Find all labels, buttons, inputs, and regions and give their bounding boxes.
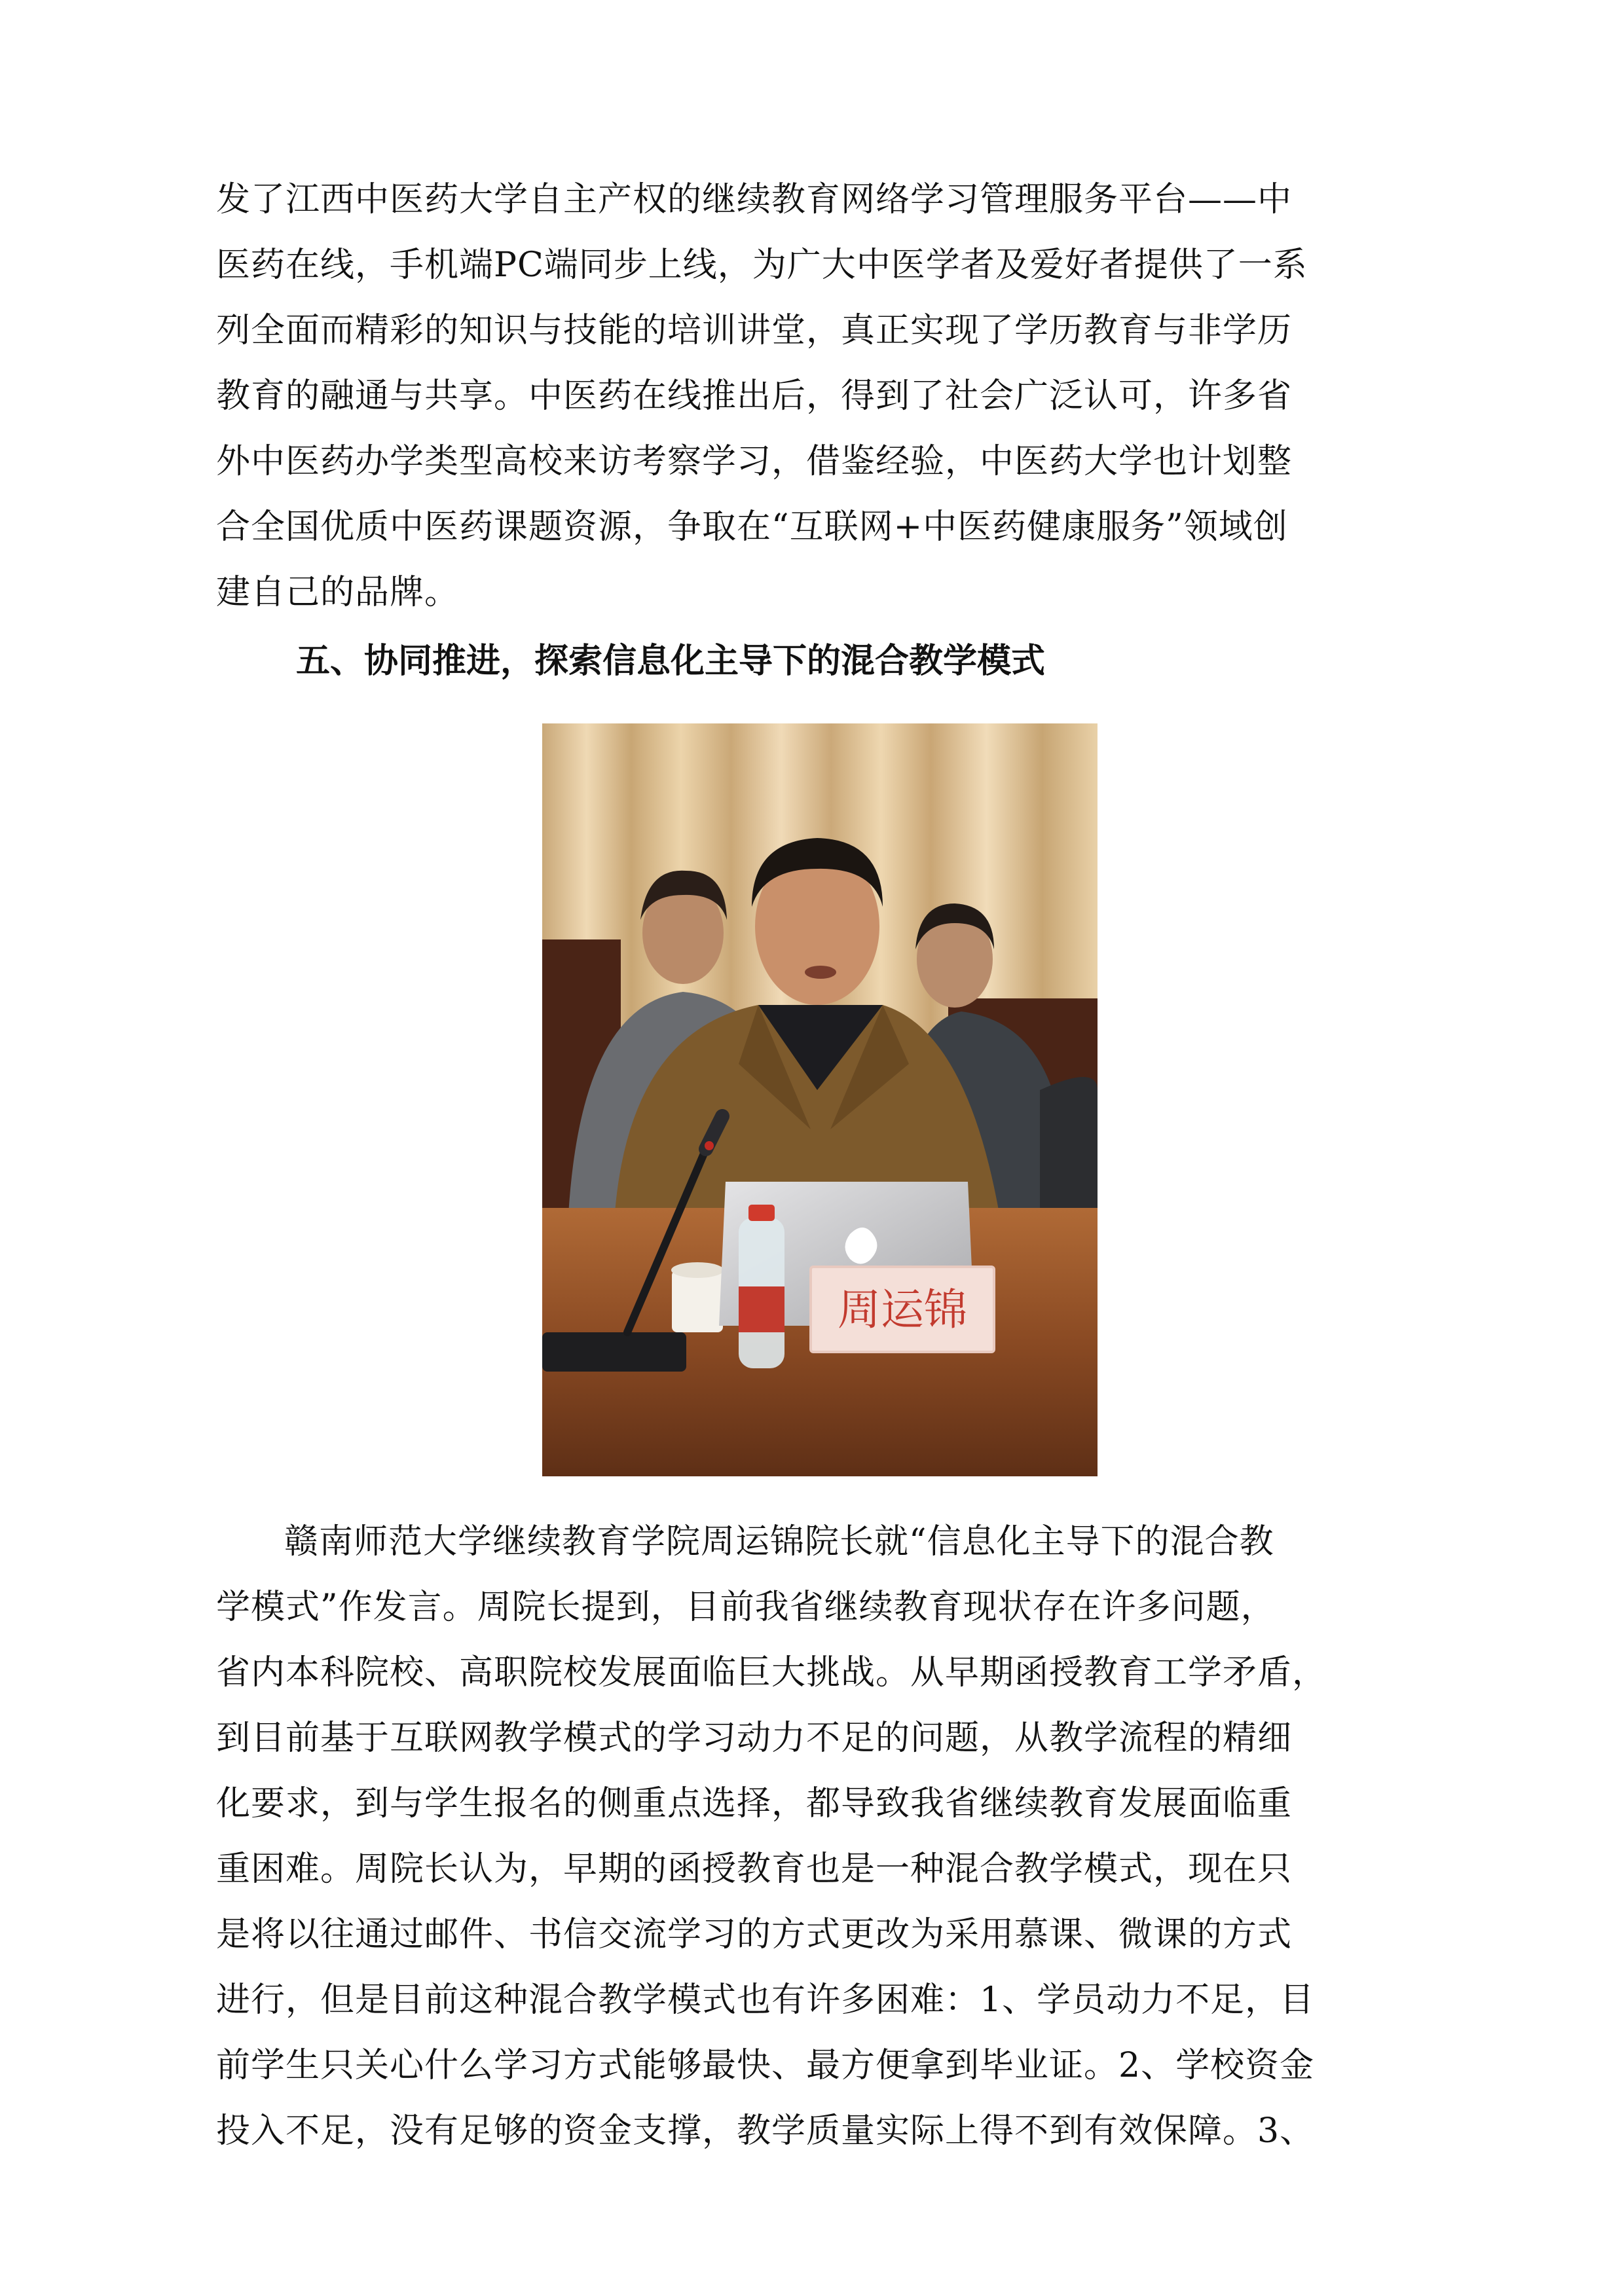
nameplate-text: 周运锦 — [838, 1285, 967, 1335]
microphone-light — [705, 1141, 714, 1150]
microphone-base — [542, 1332, 686, 1372]
text-line: 列全面而精彩的知识与技能的培训讲堂，真正实现了学历教育与非学历 — [216, 311, 1293, 350]
text-line: 化要求，到与学生报名的侧重点选择，都导致我省继续教育发展面临重 — [216, 1784, 1293, 1823]
meeting-photo-illustration — [542, 723, 1098, 1476]
water-bottle-cap — [748, 1205, 775, 1221]
text-line: 合全国优质中医药课题资源，争取在“互联网+中医药健康服务”领域创 — [216, 507, 1288, 547]
paragraph-platform-intro — [216, 167, 1414, 625]
text-line: 是将以往通过邮件、书信交流学习的方式更改为采用慕课、微课的方式 — [216, 1915, 1293, 1954]
text-line: 医药在线，手机端PC端同步上线，为广大中医学者及爱好者提供了一系 — [216, 246, 1308, 285]
section-heading: 五、协同推进，探索信息化主导下的混合教学模式 — [296, 642, 1046, 681]
text-line: 重困难。周院长认为，早期的函授教育也是一种混合教学模式，现在只 — [216, 1850, 1293, 1889]
water-bottle-label — [739, 1286, 784, 1332]
speaker-mouth — [805, 966, 836, 979]
text-line: 发了江西中医药大学自主产权的继续教育网络学习管理服务平台——中 — [216, 180, 1293, 219]
text-line: 前学生只关心什么学习方式能够最快、最方便拿到毕业证。2、学校资金 — [216, 2046, 1315, 2085]
text-line: 进行，但是目前这种混合教学模式也有许多困难：1、学员动力不足，目 — [216, 1980, 1315, 2020]
background-person-far-right — [1040, 1077, 1098, 1214]
meeting-photo — [542, 723, 1098, 1476]
text-line: 到目前基于互联网教学模式的学习动力不足的问题，从教学流程的精细 — [216, 1719, 1293, 1758]
text-line: 学模式”作发言。周院长提到，目前我省继续教育现状存在许多问题， — [216, 1588, 1276, 1627]
text-line: 外中医药办学类型高校来访考察学习，借鉴经验，中医药大学也计划整 — [216, 442, 1293, 481]
paragraph-speech — [216, 1509, 1414, 2164]
paper-cup — [672, 1270, 723, 1332]
text-line: 教育的融通与共享。中医药在线推出后，得到了社会广泛认可，许多省 — [216, 376, 1293, 416]
text-line: 赣南师范大学继续教育学院周运锦院长就“信息化主导下的混合教 — [284, 1522, 1274, 1561]
paper-cup-rim — [671, 1262, 724, 1278]
text-line: 建自己的品牌。 — [216, 573, 460, 612]
text-line: 投入不足，没有足够的资金支撑，教学质量实际上得不到有效保障。3、 — [216, 2111, 1315, 2151]
text-line: 省内本科院校、高职院校发展面临巨大挑战。从早期函授教育工学矛盾， — [216, 1653, 1327, 1692]
